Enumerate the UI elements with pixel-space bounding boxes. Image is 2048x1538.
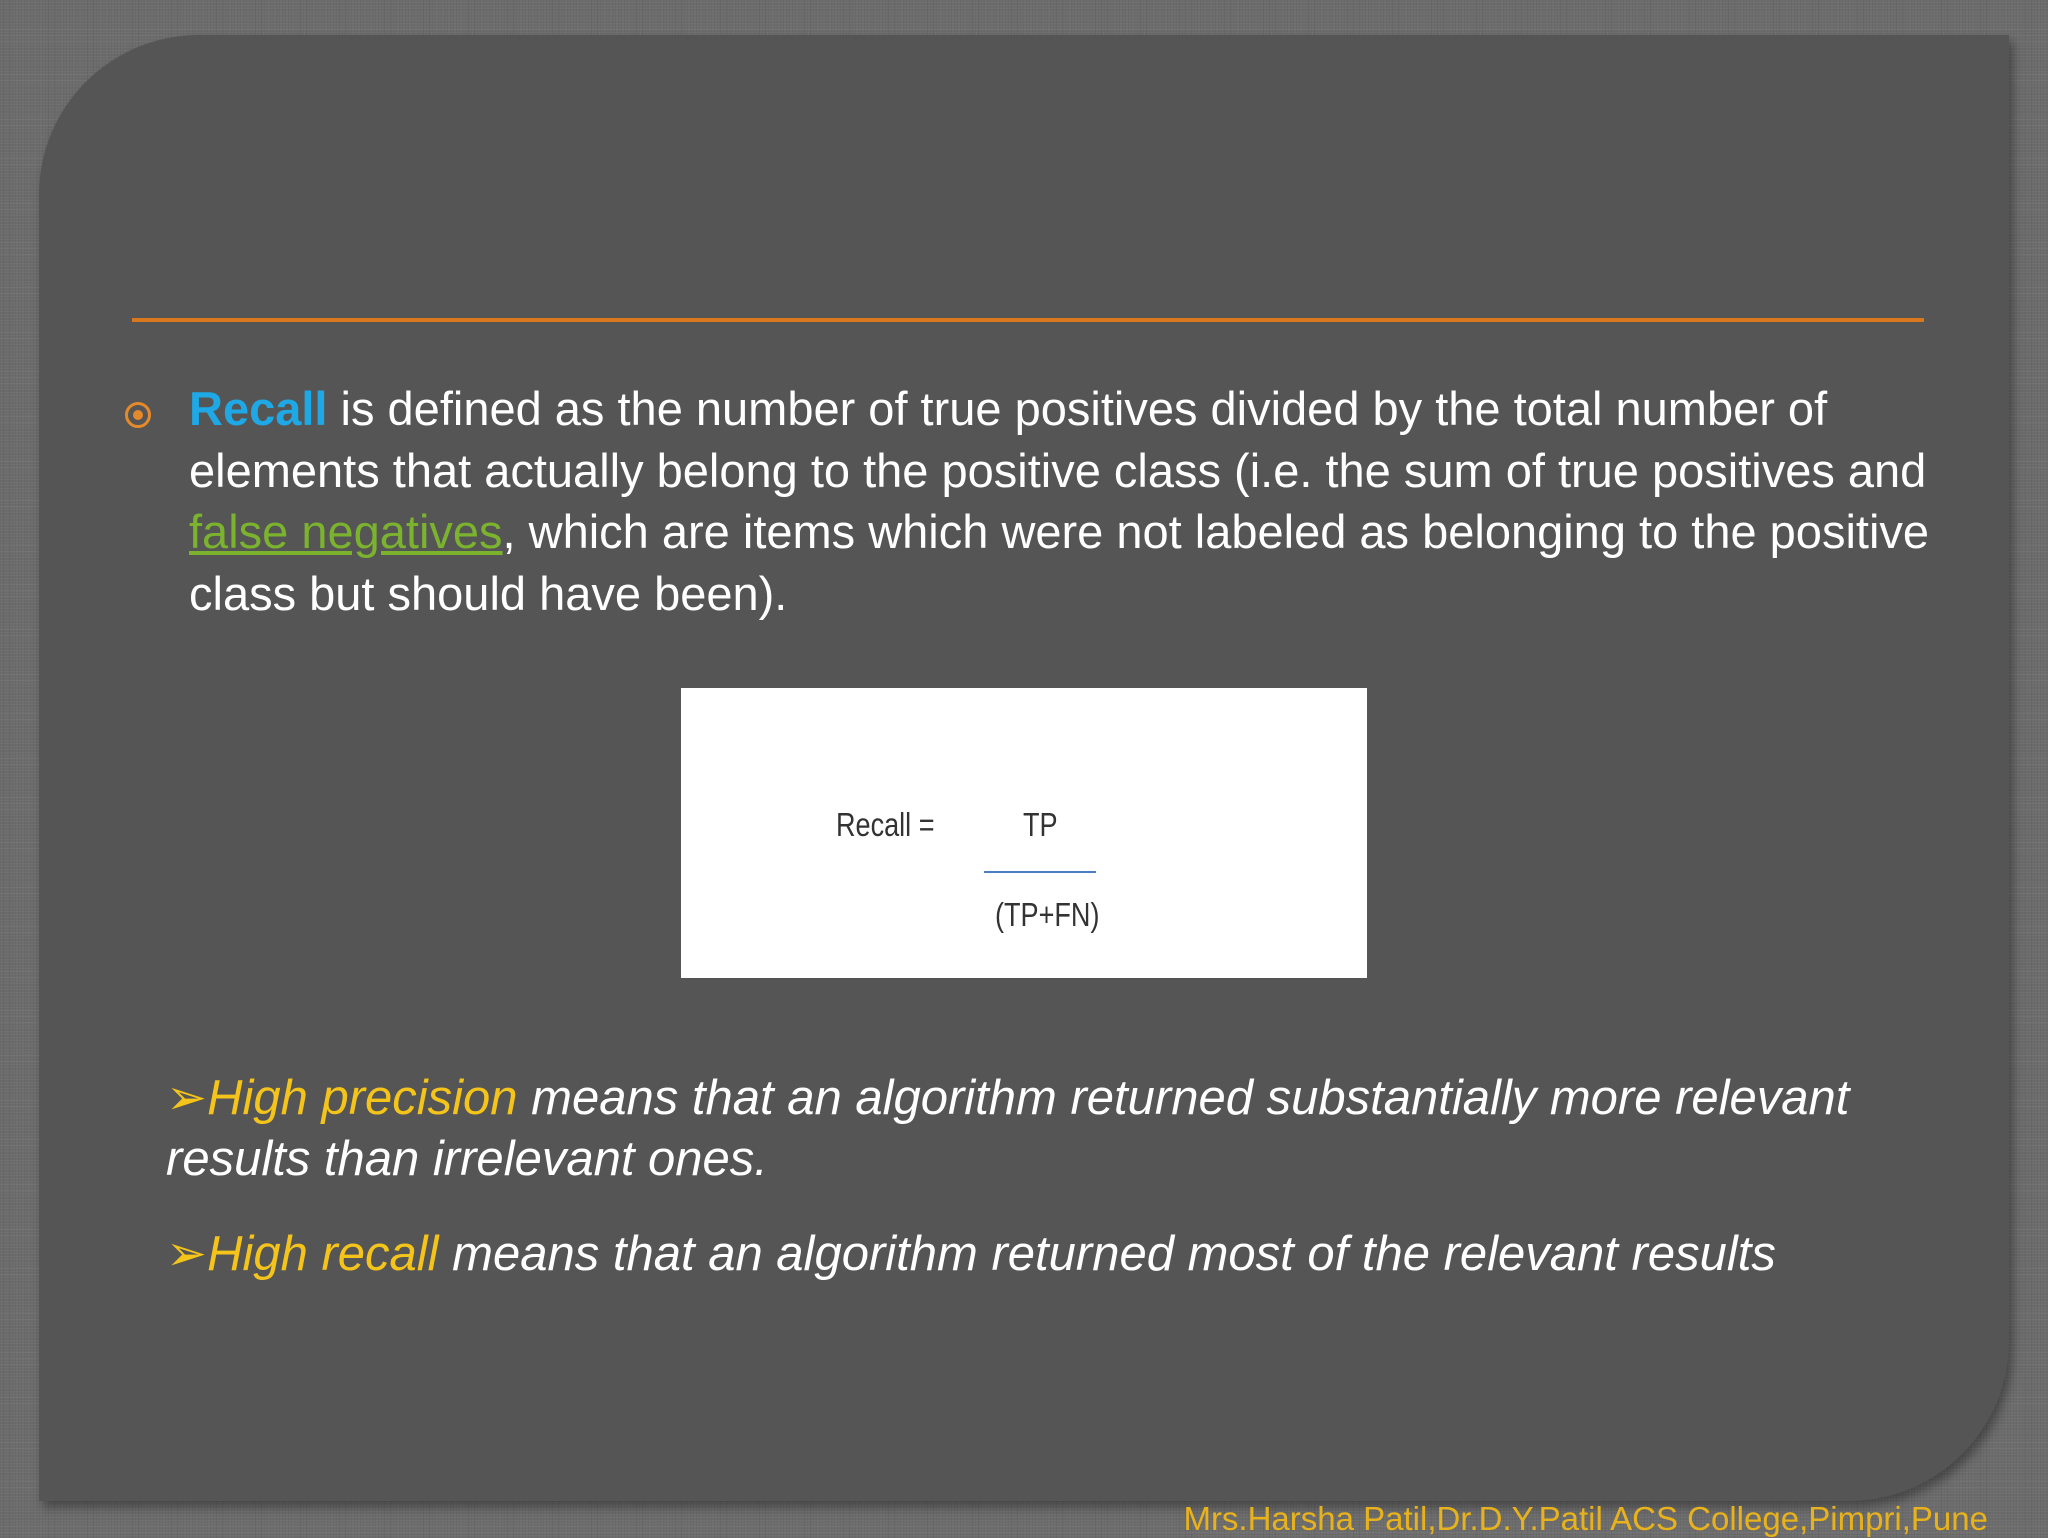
high-recall-keyword: High recall	[207, 1227, 439, 1281]
formula-label: Recall =	[836, 806, 935, 843]
arrow-bullet-icon: ➢	[166, 1071, 208, 1125]
definition-text-2: , which are items which were not labeled as belonging to the positive class but should have been).	[189, 505, 1930, 620]
formula-denominator: (TP+FN)	[995, 896, 1100, 933]
footer-credit: Mrs.Harsha Patil,Dr.D.Y.Patil ACS College,Pimpri,Pune	[1183, 1500, 1988, 1537]
high-precision-keyword: High precision	[207, 1071, 518, 1125]
formula-numerator: TP	[1023, 806, 1058, 843]
title-divider	[132, 318, 1924, 322]
definition-text-1: is defined as the number of true positives divided by the total number of elements that actually belong to the positive class (i.e. the sum of true positives and	[189, 382, 1927, 497]
false-negatives-link[interactable]: false negatives	[189, 505, 503, 558]
high-precision-point	[166, 1068, 1926, 1190]
high-recall-text: means that an algorithm returned most of the relevant results	[438, 1227, 1776, 1281]
bullet-icon	[125, 402, 151, 428]
fraction-bar	[984, 871, 1096, 873]
recall-formula-image	[681, 688, 1367, 978]
high-recall-point	[166, 1224, 1966, 1285]
recall-keyword: Recall	[189, 382, 328, 435]
high-precision-text: means that an algorithm returned substantially more relevant results than irrelevant ones.	[166, 1071, 1850, 1186]
recall-definition	[189, 378, 1939, 624]
arrow-bullet-icon: ➢	[166, 1227, 208, 1281]
